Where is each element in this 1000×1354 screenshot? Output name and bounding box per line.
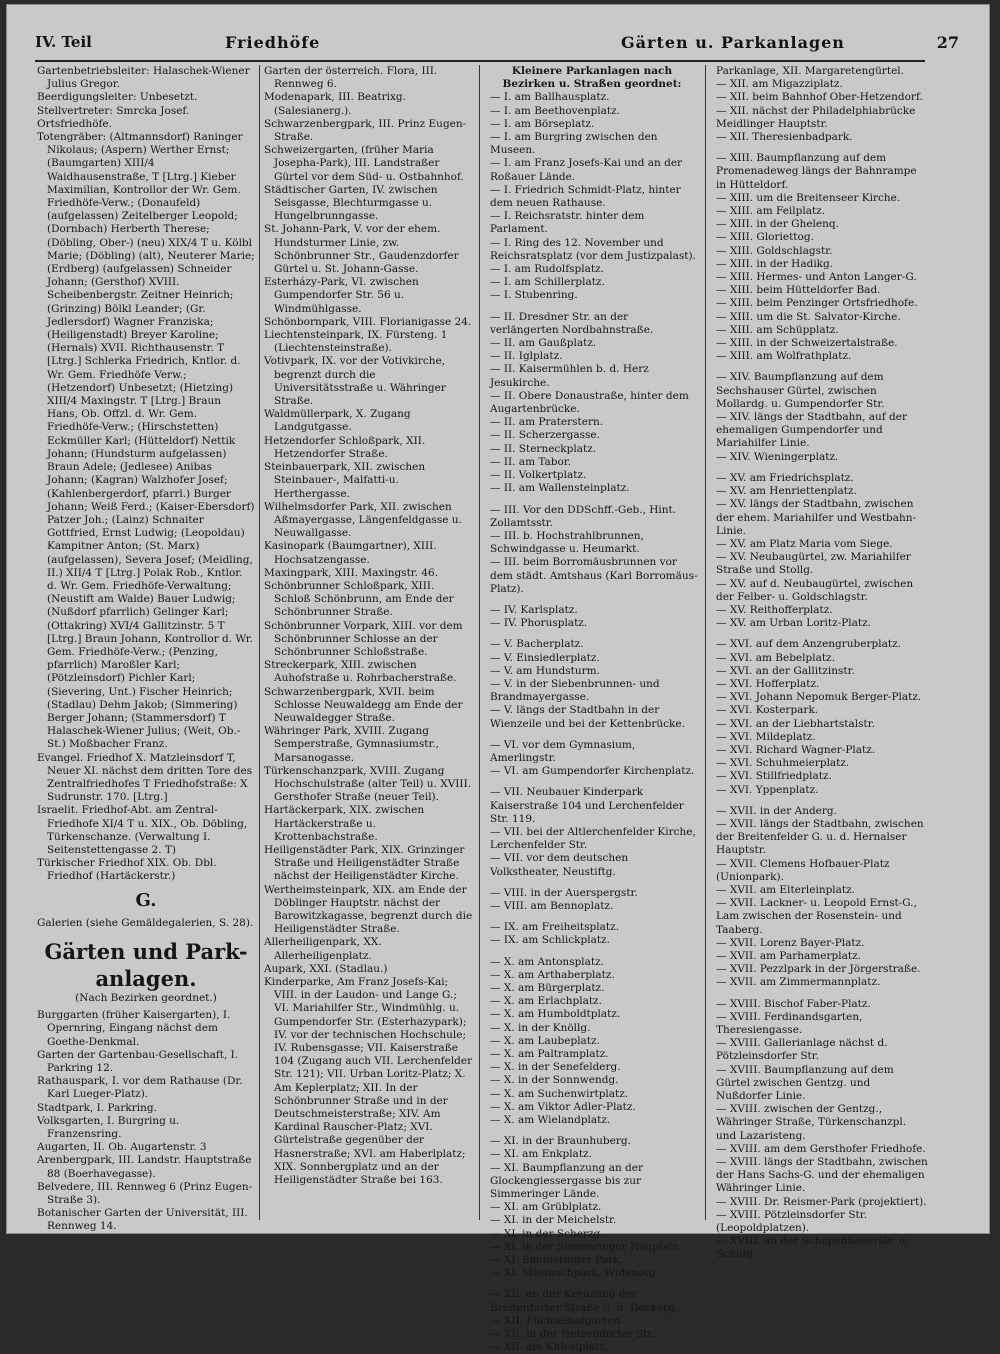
list-row: — XIII. in der Schweizertalstraße.	[716, 337, 898, 350]
entry: Israelit. Friedhof-Abt. am Zentral-Friedhofe XI/4 T u. XIX., Ob. Döbling, Türkenschanze. (Verwaltung I. Seitenstettengasse 2. T)	[37, 804, 251, 856]
section-letter: G.	[135, 889, 157, 911]
section-heading-line2: anlagen.	[95, 966, 197, 991]
entry: Städtischer Garten, IV. zwischen Seisgasse, Blechturmgasse u. Hungelbrunngasse.	[264, 183, 441, 223]
entry: Garten der österreich. Flora, III. Rennweg 6.	[264, 65, 441, 91]
entry: Volksgarten, I. Burgring u. Franzensring.	[37, 1114, 183, 1141]
entry: Gartenbetriebsleiter: Halaschek-Wiener Julius Gregor.	[37, 65, 253, 91]
entry: Allerheiligenpark, XX. Allerheiligenplatz.	[264, 936, 385, 962]
list-row: — I. Stubenring.	[490, 289, 578, 302]
list-row: — XII. Füchselhofgarten.	[490, 1314, 624, 1327]
list-row: — XVIII. Baumpflanzung auf dem Gürtel zwischen Gentzg. und Nußdorfer Linie.	[716, 1063, 898, 1103]
section-title-right: Gärten u. Parkanlagen	[621, 33, 845, 52]
list-row: — XVIII. längs der Stadtbahn, zwischen der Hans Sachs-G. und der ehemaligen Währinger Linie.	[716, 1156, 932, 1195]
entry: Heiligenstädter Park, XIX. Grinzinger Straße und Heiligenstädter Straße nächst der Heiligenstädter Kirche.	[264, 843, 468, 883]
list-row: — IX. am Schlickplatz.	[490, 934, 610, 947]
list-row: — XI. Baumpflanzung an der Glockengiessergasse bis zur Simmeringer Lände.	[490, 1161, 647, 1201]
list-row: — XII. an der Kreuzung der Breitenfurter Straße u. d. Deckerg.	[490, 1288, 679, 1314]
list-row: — X. am Bürgerplatz.	[490, 982, 605, 994]
list-row: — X. am Erlachplatz.	[490, 995, 602, 1008]
list-row: — XVI. Kosterpark.	[716, 704, 819, 717]
entry: Totengräber: (Altmannsdorf) Raninger Nikolaus; (Aspern) Werther Ernst; (Baumgarten) XIII/4 Waidhausenstraße, T [Ltrg.] Kieber Maximilian, Kontrollor der Wr. Gem. Friedhöfe-Verw.; (Donaufeld) (aufgelassen) Zeitelberger Leopold; (Dornbach) Herberth Therese; (Döbling, Ober-) (neu) XIX/4 T u. Kölbl Marie; (Döbling) (alt), Neuterer Marie; (Erdberg) (aufgelassen) Schneider Johann; (Gersthof) XVIII. Scheibenbergstr. Zeitner Heinrich; (Grinzing) Bölkl Leander; (Gr. Jedlersdorf) Wagner Franziska; (Heiligenstadt) Breyer Karoline; (Hernals) XVII. Richthausenstr. T [Ltrg.] Schlerka Friedrich, Kntlor. d. Wr. Gem. Friedhöfe Verw.; (Hetzendorf) Unbesetzt; (Hietzing) XIII/4 Maxingstr. T [Ltrg.] Braun Hans, Ob. Offzl. d. Wr. Gem. Friedhöfe-Verw.; (Hirschstetten) Eckmüller Karl; (Hütteldorf) Nettik Johann; (Hundsturm aufgelassen) Braun Adele; (Jedlesee) Anibas Johann; (Kagran) Walzhofer Josef; (Kahlenbergerdorf, pfarrl.) Burger Johann; Weiß Ferd.; (Kaiser-Ebersdorf) Patzer Joh.; (Lainz) Schnaiter Gottfried, Ernst Ludwig; (Leopoldau) Kampitner Anton; (St. Marx) (aufgelassen), Severa Josef; (Meidling, II.) XII/4 T [Ltrg.] Polak Rob., Kntlor. d. Wr. Gem. Friedhöfe-Verwaltung; (Neustift am Walde) Bauer Ludwig; (Nußdorf pfarrlich) Gelinger Karl; (Ottakring) XVI/4 Gallitzinstr. 5 T [Ltrg.] Braun Johann, Kontrollor d. Wr. Gem. Friedhöfe-Verw.; (Penzing, pfarrlich) Maroßler Karl; (Pötzleinsdorf) Pichler Karl; (Sievering, Unt.) Fischer Heinrich; (Stadlau) Dehm Jakob; (Simmering) Berger Johann; (Stammersdorf) T Halaschek-Wiener Julius; (Weit, Ob.-St.) Moßbacher Franz.	[37, 131, 259, 751]
list-row: — XVII. am Elterleinplatz.	[716, 883, 856, 896]
list-row: — XV. am Henriettenplatz.	[716, 485, 857, 498]
list-row: — XVIII. Gallerianlage nächst d. Pötzleinsdorfer Str.	[716, 1037, 891, 1063]
list-row: — XV. längs der Stadtbahn, zwischen der ehem. Mariahilfer und Westbahn-Linie.	[716, 498, 917, 537]
list-row: — XVI. auf dem Anzengruberplatz.	[716, 638, 901, 651]
list-row: — XVI. Schuhmeierplatz.	[716, 757, 850, 770]
list-row: — IX. am Freiheitsplatz.	[490, 921, 619, 934]
list-row: — X. am Wielandplatz.	[490, 1114, 611, 1127]
entry: Hetzendorfer Schloßpark, XII. Hetzendorfer Straße.	[264, 434, 429, 460]
entry: Ortsfriedhöfe.	[37, 117, 112, 130]
park-entries	[264, 65, 474, 1187]
list-row: — I. am Ballhausplatz.	[490, 91, 610, 104]
list-row: — XI. in der Simmeringer Hauptstr.	[490, 1240, 680, 1253]
list-row: — VI. am Gumpendorfer Kirchenplatz.	[490, 765, 695, 778]
spacer	[484, 731, 700, 739]
list-row: — XIV. Wieningerplatz.	[716, 450, 839, 463]
entry: Votivpark, IX. vor der Votivkirche, begrenzt durch die Universitätsstraße u. Währinger Straße.	[264, 355, 450, 408]
entry: Augarten, II. Ob. Augartenstr. 3	[37, 1141, 207, 1154]
list-row: — XVIII. Pötzleinsdorfer Str. (Leopoldplatzen).	[716, 1208, 871, 1235]
list-row: — XVIII. an der Schopenhauerstr. u. Schulg.	[716, 1235, 913, 1261]
entry: Hartäckerpark, XIX. zwischen Hartäckerstraße u. Krottenbachstraße.	[264, 804, 428, 843]
list-row: — XVI. Johann Nepomuk Berger-Platz.	[716, 691, 922, 704]
list-row: — I. am Rudolfsplatz.	[490, 263, 604, 276]
list-row: — VIII. in der Auerspergstr.	[490, 886, 638, 899]
list-row: — XI. in der Scherzg.	[490, 1227, 604, 1240]
column-divider	[705, 65, 706, 1220]
entry: Maxingpark, XIII. Maxingstr. 46.	[264, 566, 439, 579]
list-row: — V. Bacherplatz.	[490, 638, 584, 651]
spacer	[484, 630, 700, 638]
page	[6, 4, 990, 1354]
spacer	[484, 948, 700, 956]
list-row: — XIII. am Wolfrathplatz.	[716, 350, 852, 363]
column-4	[710, 65, 932, 1261]
list-row: — XVI. Stillfriedplatz.	[716, 770, 832, 783]
entry: Liechtensteinpark, IX. Fürsteng. 1 (Liechtensteinstraße).	[264, 329, 451, 355]
list-row: — XVII. in der Anderg.	[716, 804, 837, 817]
entry: Arenbergpark, III. Landstr. Hauptstraße 88 (Boerhavegasse).	[37, 1154, 255, 1180]
list-row: — V. am Hundsturm.	[490, 664, 600, 677]
list-row: — II. am Praterstern.	[490, 416, 604, 429]
entry: Schönbrunner Schloßpark, XIII. Schloß Schönbrunn, am Ende der Schönbrunner Straße.	[264, 579, 458, 619]
entry: Waldmüllerpark, X. Zugang Landgutgasse.	[264, 408, 414, 434]
list-row: — X. am Suchenwirtplatz.	[490, 1087, 629, 1100]
list-row: — X. am Viktor Adler-Platz.	[490, 1100, 636, 1113]
section-title-left: Friedhöfe	[225, 33, 321, 52]
list-row: — XIII. in der Hadikg.	[716, 257, 834, 270]
list-row: — XVIII. Dr. Reismer-Park (projektiert).	[716, 1195, 927, 1208]
spacer	[484, 596, 700, 604]
small-park-rows-cont	[710, 65, 932, 1262]
page-number: 27	[936, 33, 959, 52]
list-row: — XVI. Hofferplatz.	[716, 677, 820, 690]
column-1	[37, 65, 259, 1233]
list-row: — XVII. am Parhamerplatz.	[716, 950, 861, 962]
list-row: — XII. Theresienbadpark.	[716, 131, 853, 144]
list-row: — I. am Burgring zwischen den Museen.	[490, 131, 661, 157]
entry: Türkenschanzpark, XVIII. Zugang Hochschulstraße (alter Teil) u. XVIII. Gersthofer Straße (neuer Teil).	[264, 764, 475, 804]
spacer	[484, 913, 700, 921]
list-row: — XI. in der Meichelstr.	[490, 1214, 617, 1227]
list-row: — XVI. an der Liebhartstalstr.	[716, 717, 875, 730]
list-row: — I. am Franz Josefs-Kai und an der Roßauer Lände.	[490, 157, 686, 183]
entry: Belvedere, III. Rennweg 6 (Prinz Eugen-Straße 3).	[37, 1180, 253, 1207]
entry: Botanischer Garten der Universität, III. Rennweg 14.	[37, 1207, 252, 1233]
list-row: — I. Reichsratstr. hinter dem Parlament.	[490, 210, 648, 236]
list-row: — XIII. Gloriettog.	[716, 231, 814, 244]
garden-entries	[37, 1009, 255, 1233]
list-row: — IV. Karlsplatz.	[490, 603, 578, 616]
list-row: — XV. am Platz Maria vom Siege.	[716, 537, 893, 550]
list-row: — XIII. am Feilplatz.	[716, 205, 826, 218]
list-row: — II. am Tabor.	[490, 455, 572, 468]
list-row: — XVIII. am dem Gersthofer Friedhofe.	[716, 1142, 926, 1155]
entry: St. Johann-Park, V. vor der ehem. Hundsturmer Linie, zw. Schönbrunner Str., Gaudenzdorfer Gürtel u. St. Johann-Gasse.	[264, 223, 462, 276]
list-row: — XII. beim Bahnhof Ober-Hetzendorf.	[716, 91, 923, 104]
list-row: — II. am Wallensteinplatz.	[490, 482, 630, 495]
entry: Beerdigungsleiter: Unbesetzt.	[37, 91, 198, 104]
list-row: — III. b. Hochstrahlbrunnen, Schwindgasse u. Heumarkt.	[490, 529, 648, 556]
entry: Schönbornpark, VIII. Florianigasse 24.	[264, 315, 472, 328]
list-row: — V. in der Siebenbrunnen- und Brandmayergasse.	[490, 677, 663, 704]
entry: Stadtpark, I. Parkring.	[37, 1101, 157, 1114]
list-row: — XV. Neubaugürtel, zw. Mariahilfer Straße und Stollg.	[716, 551, 915, 577]
list-row: — V. längs der Stadtbahn in der Wienzeile und bei der Kettenbrücke.	[490, 704, 685, 730]
entry: Steinbauerpark, XII. zwischen Steinbauer-, Malfatti-u. Herthergasse.	[264, 461, 429, 500]
list-row: — XIII. beim Penzinger Ortsfriedhofe.	[716, 297, 918, 310]
galerien-entry: Galerien (siehe Gemäldegalerien, S. 28).	[37, 916, 254, 929]
entry: Wertheimsteinpark, XIX. am Ende der Döblinger Hauptstr. nächst der Barowitzkagasse, begrenzt durch die Heiligenstädter Straße.	[264, 883, 476, 936]
list-row: — XIII. um die St. Salvator-Kirche.	[716, 310, 901, 323]
list-row: — XV. am Urban Loritz-Platz.	[716, 617, 871, 630]
list-row: — XVII. Clemens Hofbauer-Platz (Unionpark).	[716, 857, 893, 883]
list-row: — I. Friedrich Schmidt-Platz, hinter dem neuen Rathause.	[490, 183, 685, 210]
list-row: — VII. bei der Altlerchenfelder Kirche, Lerchenfelder Str.	[490, 825, 700, 852]
list-row: — X. am Humboldtplatz.	[490, 1008, 621, 1021]
entry: Streckerpark, XIII. zwischen Auhofstraße u. Rohrbacherstraße.	[264, 659, 457, 685]
spacer	[484, 1280, 700, 1288]
spacer	[710, 990, 928, 998]
list-row: — II. Kaisermühlen b. d. Herz Jesukirche.	[490, 363, 653, 389]
spacer	[484, 303, 700, 311]
entry: Türkischer Friedhof XIX. Ob. Dbl. Friedhof (Hartäckerstr.)	[37, 857, 220, 883]
entry: Schweizergarten, (früher Maria Josepha-Park), III. Landstraßer Gürtel vor dem Süd- u. Ostbahnhof.	[264, 144, 464, 183]
page-header	[35, 33, 959, 57]
entry: Kasinopark (Baumgartner), XIII. Hochsatzengasse.	[264, 540, 441, 566]
spacer	[484, 1127, 700, 1135]
list-row: — XI. am Enkplatz.	[490, 1148, 592, 1161]
entry: Schönbrunner Vorpark, XIII. vor dem Schönbrunner Schlosse an der Schönbrunner Schloßstraße.	[264, 619, 466, 658]
list-row: — III. Vor den DDSchff.-Geb., Hint. Zollamtsstr.	[490, 503, 680, 529]
list-row: — XIII. Hermes- und Anton Langer-G.	[716, 271, 917, 284]
entry: Stellvertreter: Smrcka Josef.	[37, 104, 190, 117]
list-row: — III. beim Borromäusbrunnen vor dem städt. Amtshaus (Karl Borromäus-Platz).	[490, 556, 698, 595]
list-row: — XIII. in der Ghelenq.	[716, 218, 839, 231]
entry: Burggarten (früher Kaisergarten), I. Opernring, Eingang nächst dem Goethe-Denkmal.	[37, 1009, 234, 1048]
list-row: — VI. vor dem Gymnasium, Amerlingstr.	[490, 738, 639, 764]
list-row: — XIV. Baumpflanzung auf dem Sechshauser Gürtel, zwischen Mollardg. u. Gumpendorfer Str.	[716, 371, 887, 410]
list-row: — X. in der Senefelderg.	[490, 1061, 621, 1074]
column-3	[484, 65, 700, 1354]
entry: Währinger Park, XVIII. Zugang Semperstraße, Gymnasiumstr., Marsanogasse.	[264, 725, 443, 764]
list-row: — XVI. am Bebelplatz.	[716, 651, 835, 664]
list-row: — II. Volkertplatz.	[490, 469, 587, 482]
spacer	[484, 778, 700, 786]
list-row: — XVII. Lackner- u. Leopold Ernst-G., Lam zwischen der Rosenstein- und Taaberg.	[716, 897, 921, 936]
entry: Schwarzenbergpark, XVII. beim Schlosse Neuwaldegg am Ende der Neuwaldegger Straße.	[264, 685, 466, 724]
list-row: — XIII. beim Hütteldorfer Bad.	[716, 284, 881, 297]
spacer	[484, 496, 700, 504]
list-row: — I. am Beethovenplatz.	[490, 104, 620, 117]
entry: Garten der Gartenbau-Gesellschaft, I. Parkring 12.	[37, 1048, 242, 1075]
list-row: — XVIII. zwischen der Gentzg., Währinger Straße, Türkenschanzpl. und Lazaristeng.	[716, 1103, 910, 1142]
small-parks-heading: Kleinere Parkanlagen nach Bezirken u. Straßen geordnet:	[502, 65, 682, 91]
entry: Schwarzenbergpark, III. Prinz Eugen-Straße.	[264, 117, 467, 144]
section-heading-line1: Gärten und Park-	[44, 939, 248, 964]
column-divider	[259, 65, 260, 1220]
list-row: — I. Ring des 12. November und Reichsratsplatz (vor dem Justizpalast).	[490, 236, 696, 262]
list-row: — XII. am Migazziplatz.	[716, 78, 843, 91]
small-park-rows	[484, 91, 700, 1354]
list-row: — XI. Simmeringer Park.	[490, 1254, 623, 1267]
spacer	[484, 879, 700, 887]
list-row: — IV. Phorusplatz.	[490, 617, 588, 630]
spacer	[710, 630, 928, 638]
list-row: — XIV. längs der Stadtbahn, auf der ehemaligen Gumpendorfer und Mariahilfer Linie.	[716, 411, 911, 450]
list-row: — I. am Schillerplatz.	[490, 276, 605, 289]
list-row: — II. Scherzergasse.	[490, 429, 600, 442]
entry: Aupark, XXI. (Stadlau.)	[264, 962, 388, 975]
list-row: — X. in der Sonnwendg.	[490, 1074, 619, 1087]
list-row: — X. am Arthaberplatz.	[490, 968, 615, 981]
list-row: — II. Sterneckplatz.	[490, 442, 597, 455]
list-row: — X. am Paltramplatz.	[490, 1048, 609, 1061]
list-row: — XVII. am Zimmermannplatz.	[716, 976, 881, 989]
list-row: — XII. nächst der Philadelphiabrücke Meidlinger Hauptstr.	[716, 104, 919, 130]
spacer	[710, 464, 928, 472]
list-row: — X. am Laubeplatz.	[490, 1034, 600, 1047]
list-row: — II. am Gaußplatz.	[490, 337, 597, 350]
list-row: — II. Dresdner Str. an der verlängerten Nordbahnstraße.	[490, 310, 654, 336]
list-row: — XVIII. Ferdinandsgarten, Theresiengasse.	[716, 1010, 866, 1037]
column-2	[264, 65, 474, 1225]
list-row: — XII. am Khleslplatz.	[490, 1341, 609, 1354]
list-row: — XVI. an der Gallitzinstr.	[716, 664, 855, 677]
entry: Evangel. Friedhof X. Matzleinsdorf T, Neuer XI. nächst dem dritten Tore des Zentralfriedhofes T Friedhofstraße: X Sudrunstr. 170. [Ltrg.]	[37, 751, 256, 804]
list-row: — XVI. Mildeplatz.	[716, 730, 816, 743]
list-row: — II. Obere Donaustraße, hinter dem Augartenbrücke.	[490, 389, 693, 416]
list-row: — XIII. um die Breitenseer Kirche.	[716, 191, 901, 204]
list-row: — VII. Neubauer Kinderpark Kaiserstraße 104 und Lerchenfelder Str. 119.	[490, 786, 688, 825]
list-row: — XI. am Grüblplatz.	[490, 1201, 602, 1214]
list-row: — XV. am Friedrichsplatz.	[716, 471, 854, 484]
entry: Kinderparke, Am Franz Josefs-Kai; VIII. in der Laudon- und Lange G.; VI. Mariahilfer Str., Windmühlg. u. Gumpendorfer Str. (Esterhazypark); IV. vor der technischen Hochschule; IV. Rubensgasse; VII. Kaiserstraße 104 (Zugang auch VII. Lerchenfelder Str. 121); VII. Urban Loritz-Platz; X. Am Keplerplatz; XII. In der Schönbrunner Straße und in der Deutschmeisterstraße; XIV. Am Kardinal Rauscher-Platz; XVI. Gürtelstraße gegenüber der Hasnerstraße; XVI. am Haberlplatz; XIX. Sonnbergplatz und an der Heiligenstädter Straße bei 163.	[264, 976, 476, 1187]
list-row: — X. in der Knöllg.	[490, 1021, 591, 1034]
list-row: — XIII. Goldschlagstr.	[716, 244, 833, 257]
list-row: — I. am Börseplatz.	[490, 117, 595, 130]
list-row: — XIII. am Schüpplatz.	[716, 323, 839, 336]
header-rule	[35, 60, 925, 62]
part-label: IV. Teil	[35, 33, 92, 51]
list-row: — II. Iglplatz.	[490, 350, 563, 363]
list-row: — X. am Antonsplatz.	[490, 955, 605, 968]
list-row: — XVI. Richard Wagner-Platz.	[716, 743, 876, 756]
list-row: — XV. Reithofferplatz.	[716, 603, 833, 616]
entry: Modenapark, III. Beatrixg. (Salesianerg.).	[264, 91, 410, 117]
list-row: — XVIII. Bischof Faber-Platz.	[716, 997, 871, 1010]
section-subtitle: (Nach Bezirken geordnet.)	[75, 992, 217, 1004]
list-row: — XII. in der Hetzendorfer Str.	[490, 1328, 655, 1341]
list-row: — V. Einsiedlerplatz.	[490, 651, 600, 664]
spacer	[710, 363, 928, 371]
list-row: — VII. vor dem deutschen Volkstheater, Neustiftg.	[490, 852, 632, 878]
list-row: — VIII. am Bennoplatz.	[490, 899, 614, 912]
list-row: — XVI. Yppenplatz.	[716, 783, 819, 796]
entry: Rathauspark, I. vor dem Rathause (Dr. Karl Lueger-Platz).	[37, 1075, 246, 1101]
column-divider	[479, 65, 480, 1220]
entry: Esterházy-Park, VI. zwischen Gumpendorfer Str. 56 u. Windmühlgasse.	[264, 276, 423, 315]
list-row: — XI. in der Braunhuberg.	[490, 1135, 631, 1148]
list-row: — XV. auf d. Neubaugürtel, zwischen der Felber- u. Goldschlagstr.	[716, 577, 917, 603]
list-row: — XIII. Baumpflanzung auf dem Promenadeweg längs der Bahnrampe in Hütteldorf.	[716, 152, 920, 191]
cemetery-entries	[37, 65, 259, 884]
spacer	[710, 797, 928, 805]
list-row: — XVII. längs der Stadtbahn, zwischen der Breitenfelder G. u. d. Hernalser Hauptstr.	[716, 817, 928, 857]
list-row: Parkanlage, XII. Margaretengürtel.	[716, 65, 905, 77]
list-row: — XVII. Lorenz Bayer-Platz.	[716, 936, 865, 949]
list-row: — XI. Miesbachpark, Widenotg.	[490, 1267, 659, 1280]
entry: Wilhelmsdorfer Park, XII. zwischen Aßmayergasse, Längenfeldgasse u. Neuwallgasse.	[264, 500, 466, 540]
list-row: — XVII. Pezzlpark in der Jörgerstraße.	[716, 963, 921, 976]
spacer	[710, 144, 928, 152]
